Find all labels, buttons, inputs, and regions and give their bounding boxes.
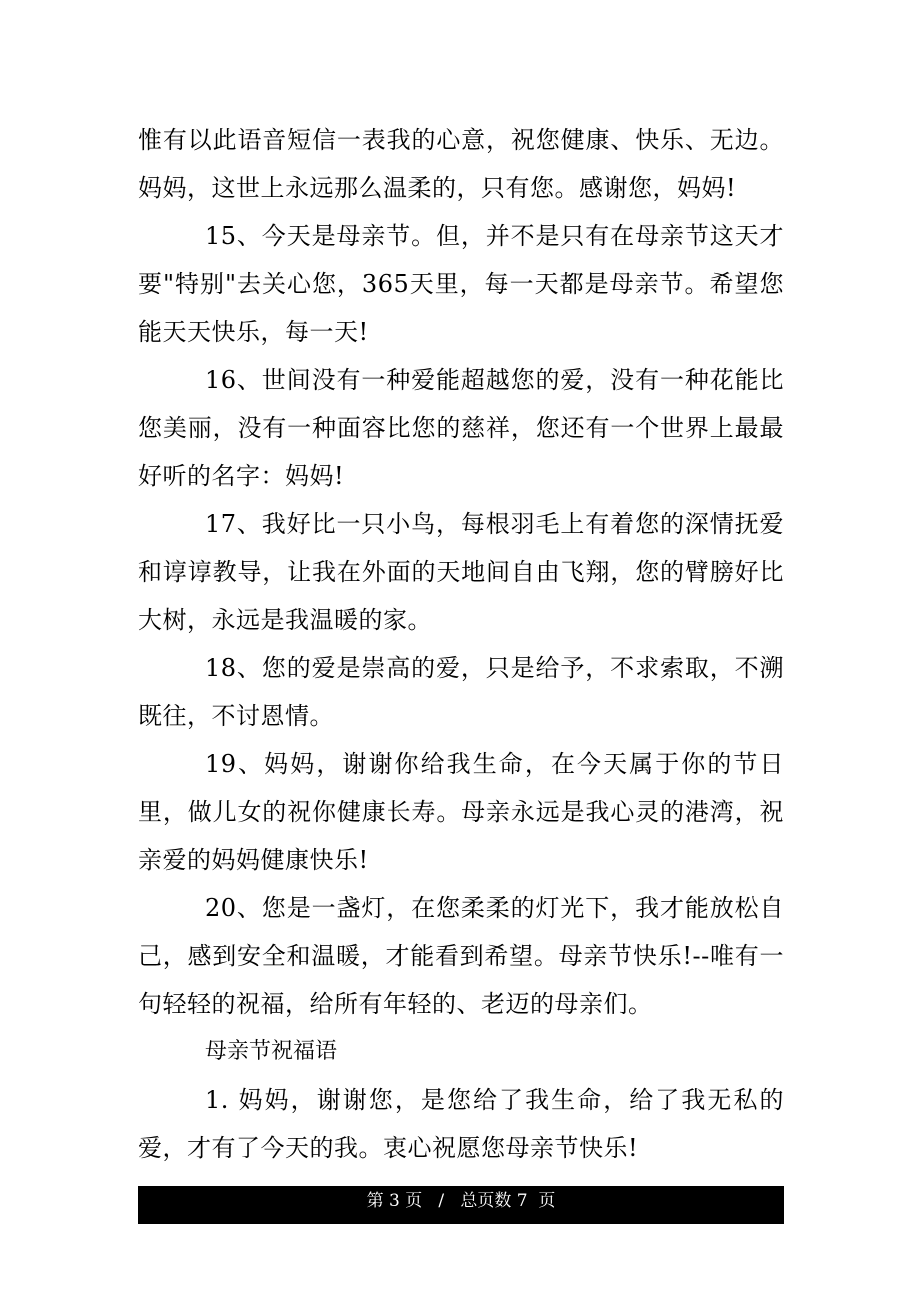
paragraph-1: 1. 妈妈，谢谢您，是您给了我生命，给了我无私的爱，才有了今天的我。衷心祝愿您母亲节快乐! <box>138 1086 784 1162</box>
section-heading: 母亲节祝福语 <box>205 1039 338 1064</box>
document-body <box>138 116 784 1172</box>
page-footer: 第 3 页 / 总页数 7 页 <box>138 1186 784 1224</box>
paragraph-17: 17、我好比一只小鸟，每根羽毛上有着您的深情抚爱和谆谆教导，让我在外面的天地间自由飞翔，您的臂膀好比大树，永远是我温暖的家。 <box>138 510 784 634</box>
paragraph-15: 15、今天是母亲节。但，并不是只有在母亲节这天才要"特别"去关心您，365天里，每一天都是母亲节。希望您能天天快乐，每一天! <box>138 222 784 346</box>
paragraph-16: 16、世间没有一种爱能超越您的爱，没有一种花能比您美丽，没有一种面容比您的慈祥，您还有一个世界上最最好听的名字：妈妈! <box>138 366 784 490</box>
paragraph-18: 18、您的爱是崇高的爱，只是给予，不求索取，不溯既往，不讨恩情。 <box>138 654 784 730</box>
paragraph-continuation: 惟有以此语音短信一表我的心意，祝您健康、快乐、无边。妈妈，这世上永远那么温柔的，只有您。感谢您，妈妈! <box>138 126 784 202</box>
paragraph-19: 19、妈妈，谢谢你给我生命，在今天属于你的节日里，做儿女的祝你健康长寿。母亲永远是我心灵的港湾，祝亲爱的妈妈健康快乐! <box>138 750 784 874</box>
paragraph-20: 20、您是一盏灯，在您柔柔的灯光下，我才能放松自己，感到安全和温暖，才能看到希望。母亲节快乐!--唯有一句轻轻的祝福，给所有年轻的、老迈的母亲们。 <box>138 894 784 1018</box>
